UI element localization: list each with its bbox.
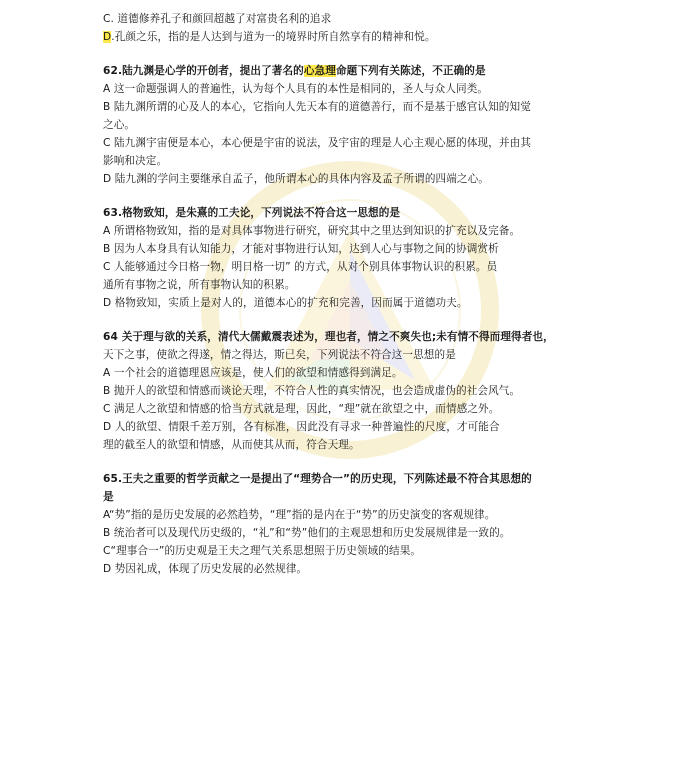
q63-option-d: D 格物致知，实质上是对人的，道德本心的扩充和完善，因而属于道德功夫。 bbox=[103, 297, 468, 309]
q62-option-b-line2: 之心。 bbox=[103, 119, 136, 131]
q62-stem-pre: 62.陆九渊是心学的开创者，提出了著名的 bbox=[103, 65, 304, 77]
q63-stem: 63.格物致知，是朱熹的工夫论，下列说法不符合这一思想的是 bbox=[103, 207, 401, 219]
exam-content bbox=[103, 10, 588, 578]
q62-option-c-line1: C 陆九渊宇宙便是本心，本心便是宇宙的说法，及宇宙的理是人心主观心愿的体现，并由其 bbox=[103, 137, 532, 149]
q64-option-d-line1: D 人的欲望、情限千差万别，各有标准，因此没有寻求一种普遍性的尺度，才可能合 bbox=[103, 421, 500, 433]
q64-stem-line1: 64 关于理与欲的关系，清代大儒戴震表述为，理也者，情之不爽失也;未有情不得而理得者也， bbox=[103, 331, 554, 343]
q64-option-a: A 一个社会的道德理恩应该是，使人们的欲望和情感得到满足。 bbox=[103, 367, 403, 379]
q61-option-d-text: .孔颜之乐，指的是人达到与道为一的境界时所自然享有的精神和悦。 bbox=[111, 31, 436, 43]
q62-option-d: D 陆九渊的学问主要继承自孟子，他所谓本心的具体内容及孟子所谓的四端之心。 bbox=[103, 173, 490, 185]
q65-option-d: D 势因礼成，体现了历史发展的必然规律。 bbox=[103, 563, 308, 575]
spacer bbox=[103, 454, 588, 470]
spacer bbox=[103, 312, 588, 328]
q65-option-a: A“势”指的是历史发展的必然趋势，“理”指的是内在于“势”的历史演变的客观规律。 bbox=[103, 509, 496, 521]
q61-option-c: C. 道德修养孔子和颜回超越了对富贵名利的追求 bbox=[103, 13, 332, 25]
q64-option-d-line2: 理的截至人的欲望和情感，从而使其从而，符合天理。 bbox=[103, 439, 360, 451]
q63-option-c-line1: C 人能够通过今日格一物，明日格一切” 的方式，从对个别具体事物认识的积累。员 bbox=[103, 261, 498, 273]
q63-option-b: B 因为人本身具有认知能力，才能对事物进行认知，达到人心与事物之间的协调赏析 bbox=[103, 243, 499, 255]
q65-stem-line2: 是 bbox=[103, 491, 114, 503]
q64-option-c: C 满足人之欲望和情感的恰当方式就是理，因此，“理”就在欲望之中，而情感之外。 bbox=[103, 403, 500, 415]
q61-option-d bbox=[103, 28, 588, 46]
q62-option-a: A 这一命题强调人的普遍性，认为每个人具有的本性是相同的，圣人与众人同类。 bbox=[103, 83, 489, 95]
q61-option-d-letter: D bbox=[103, 31, 112, 43]
q62-option-c-line2: 影响和决定。 bbox=[103, 155, 168, 167]
q62-stem bbox=[103, 62, 588, 80]
spacer bbox=[103, 46, 588, 62]
q65-stem-line1: 65.王夫之重要的哲学贡献之一是提出了“理势合一”的历史现，下列陈述最不符合其思想的 bbox=[103, 473, 532, 485]
spacer bbox=[103, 188, 588, 204]
q64-stem-line2: 天下之事，使欲之得遂，情之得达，斯已矣，下列说法不符合这一思想的是 bbox=[103, 349, 456, 361]
q63-option-c-line2: 通所有事物之说，所有事物认知的积累。 bbox=[103, 279, 296, 291]
q65-option-c: C“理事合一”的历史观是王夫之理气关系思想照于历史领域的结果。 bbox=[103, 545, 422, 557]
q63-option-a: A 所谓格物致知，指的是对具体事物进行研究，研究其中之里达到知识的扩充以及完备。 bbox=[103, 225, 521, 237]
q65-option-b: B 统治者可以及现代历史级的，“礼”和“势”他们的主观思想和历史发展规律是一致的。 bbox=[103, 527, 511, 539]
q62-option-b-line1: B 陆九渊所谓的心及人的本心，它指向人先天本有的道德善行，而不是基于感官认知的知觉 bbox=[103, 101, 531, 113]
q64-option-b: B 抛开人的欲望和情感而谈论天理，不符合人性的真实情况，也会造成虚伪的社会风气。 bbox=[103, 385, 521, 397]
q62-stem-post: 命题下列有关陈述，不正确的是 bbox=[335, 65, 486, 77]
q62-highlight: 心急理 bbox=[303, 65, 336, 77]
